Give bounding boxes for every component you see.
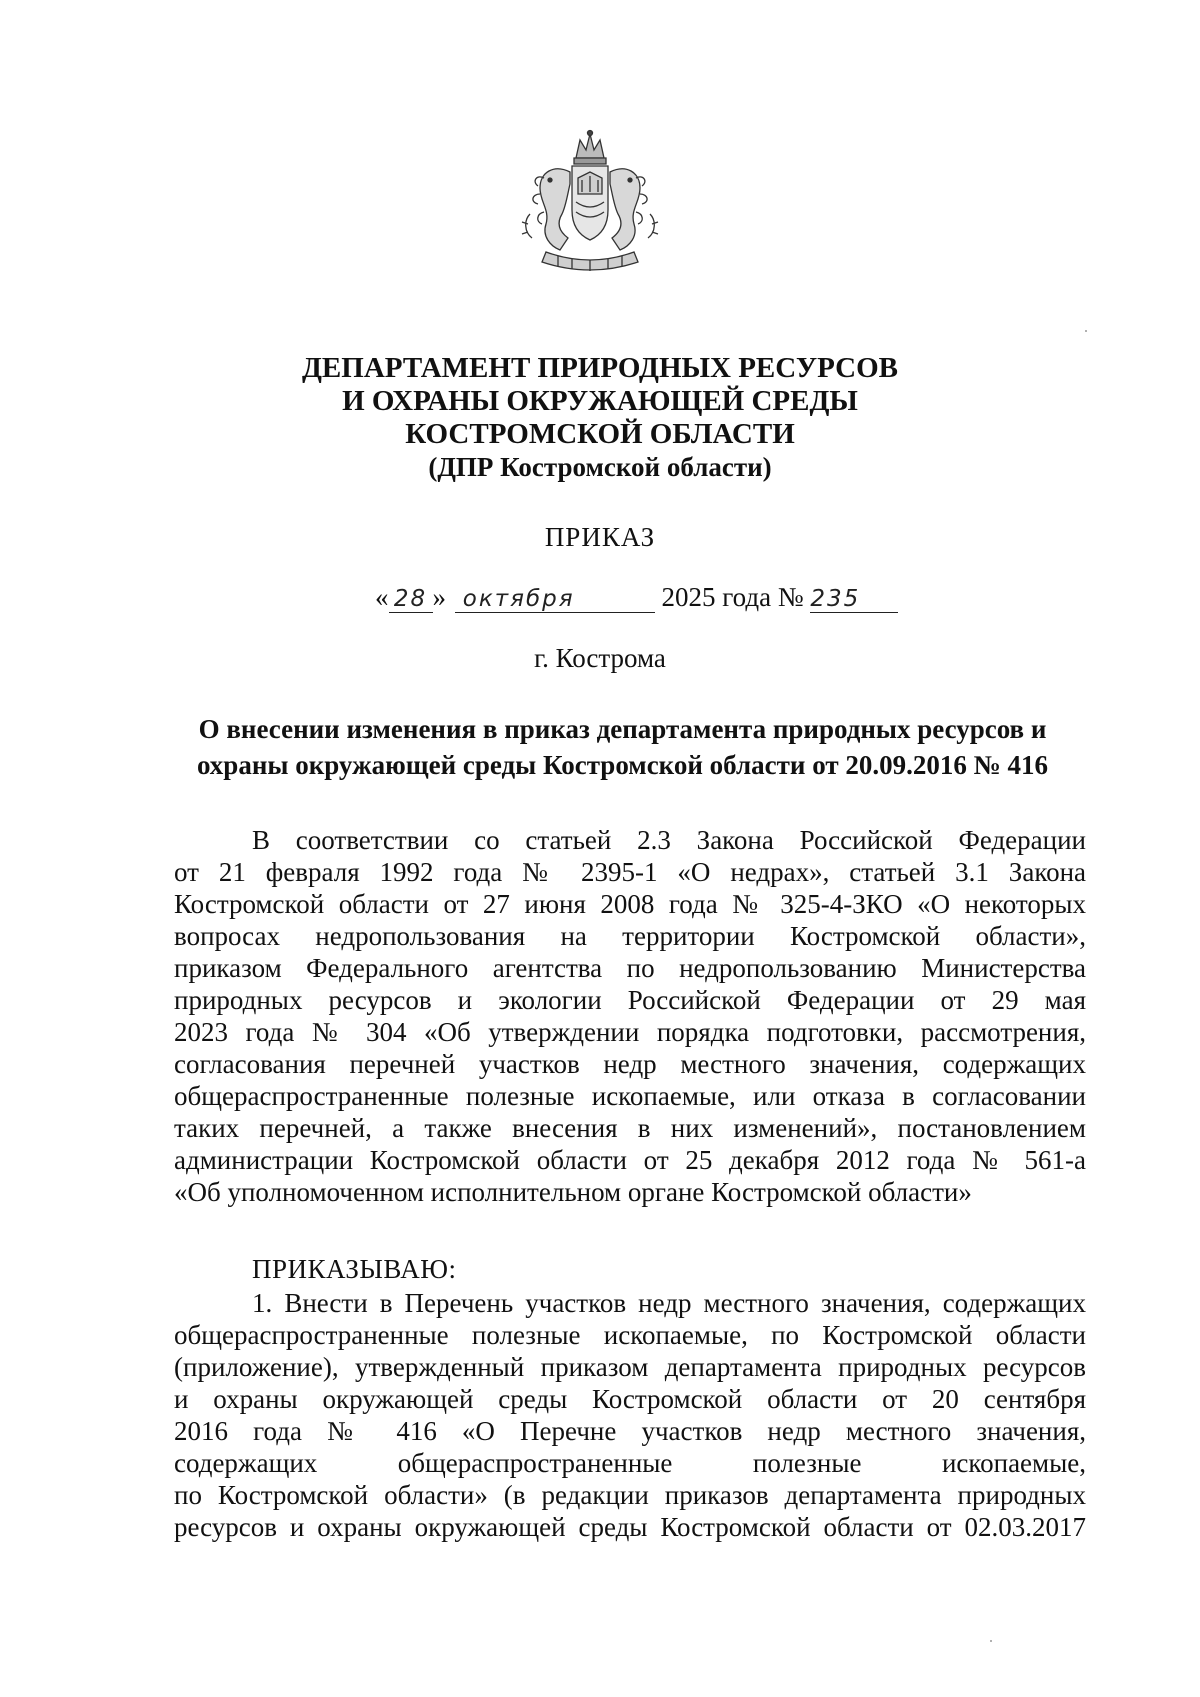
preamble-line: природных ресурсов и экологии Российской Федерации от 29 мая	[174, 985, 1086, 1015]
subject-line-1: О внесении изменения в приказ департамента природных ресурсов и	[198, 714, 1047, 744]
decree-line: 1. Внести в Перечень участков недр местного значения, содержащих	[252, 1288, 1086, 1318]
preamble-line: таких перечней, а также внесения в них изменений», постановлением	[174, 1113, 1086, 1143]
preamble-line: от 21 февраля 1992 года № 2395-1 «О недрах», статьей 3.1 Закона	[174, 857, 1086, 887]
preamble-line: согласования перечней участков недр местного значения, содержащих	[174, 1049, 1086, 1079]
preamble-line: администрации Костромской области от 25 декабря 2012 года № 561-а	[174, 1145, 1086, 1175]
decree-line: содержащих общераспространенные полезные ископаемые,	[174, 1448, 1086, 1478]
order-date-line	[375, 582, 898, 613]
preamble-line: общераспространенные полезные ископаемые, или отказа в согласовании	[174, 1081, 1086, 1111]
order-month-handwritten: октября	[455, 586, 655, 613]
subject-line-2: охраны окружающей среды Костромской области от 20.09.2016 № 416	[196, 750, 1048, 780]
decree-line: ресурсов и охраны окружающей среды Костромской области от 02.03.2017	[174, 1512, 1086, 1542]
order-subject	[150, 711, 1095, 783]
order-city: г. Кострома	[534, 643, 666, 673]
date-open-quote: «	[375, 582, 389, 612]
header-line-1: ДЕПАРТАМЕНТ ПРИРОДНЫХ РЕСУРСОВ	[301, 352, 899, 384]
header-abbreviation: (ДПР Костромской области)	[428, 452, 772, 482]
organization-header	[0, 352, 1200, 484]
scan-mark	[990, 1640, 992, 1642]
decree-line: общераспространенные полезные ископаемые, по Костромской области	[174, 1320, 1086, 1350]
decree-line: по Костромской области» (в редакции приказов департамента природных	[174, 1480, 1086, 1510]
order-title: ПРИКАЗ	[544, 522, 656, 552]
order-day-handwritten: 28	[389, 586, 433, 613]
decree-line: и охраны окружающей среды Костромской области от 20 сентября	[174, 1384, 1086, 1414]
preamble-line: Костромской области от 27 июня 2008 года № 325-4-ЗКО «О некоторых	[174, 889, 1086, 919]
preamble-line: вопросах недропользования на территории Костромской области»,	[174, 921, 1086, 951]
preamble-line: В соответствии со статьей 2.3 Закона Российской Федерации	[252, 825, 1086, 855]
date-close-quote: »	[432, 582, 446, 612]
preamble-paragraph	[174, 824, 1086, 1208]
header-line-2: И ОХРАНЫ ОКРУЖАЮЩЕЙ СРЕДЫ	[342, 385, 858, 417]
decree-word: ПРИКАЗЫВАЮ:	[252, 1254, 457, 1284]
decree-line: 2016 года № 416 «О Перечне участков недр местного значения,	[174, 1416, 1086, 1446]
preamble-line: приказом Федерального агентства по недропользованию Министерства	[174, 953, 1086, 983]
header-line-3: КОСТРОМСКОЙ ОБЛАСТИ	[405, 418, 795, 450]
decree-point-1	[174, 1287, 1086, 1543]
preamble-line: «Об уполномоченном исполнительном органе Костромской области»	[174, 1177, 972, 1207]
kostroma-coat-of-arms-icon	[510, 128, 670, 278]
preamble-line: 2023 года № 304 «Об утверждении порядка подготовки, рассмотрения,	[174, 1017, 1086, 1047]
order-year-text: 2025 года №	[661, 582, 804, 612]
decree-line: (приложение), утвержденный приказом департамента природных ресурсов	[174, 1352, 1086, 1382]
scan-mark	[1085, 330, 1087, 332]
order-number-handwritten: 235	[810, 586, 898, 613]
